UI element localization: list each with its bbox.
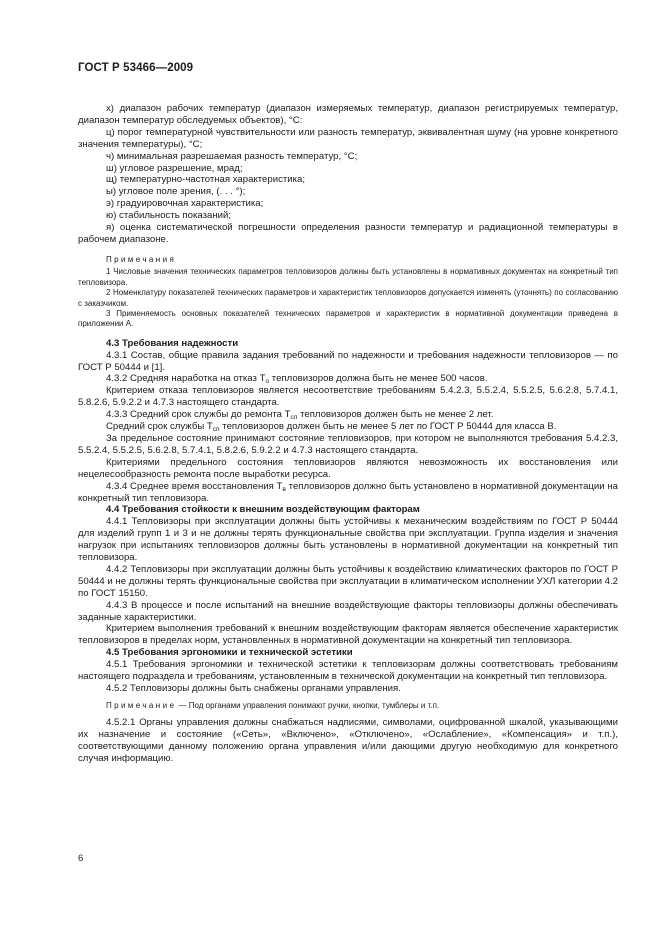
para-4-3-2-criteria: Критерием отказа тепловизоров является несоответствие требованиям 5.4.2.3, 5.5.2.4, 5.5.2.5, 5.6.2.8, 5.7.4.1, 5.8.2.6, 5.9.2.2 и 4.7.3 настоящего стандарта. (78, 385, 618, 409)
list-item-yu: ю) стабильность показаний; (106, 210, 231, 222)
notes-block (78, 255, 618, 330)
list-item-e: э) градуировочная характеристика; (106, 198, 264, 210)
list-item-y: ы) угловое поле зрения, (. . . °); (106, 186, 246, 198)
section-4-3-heading: 4.3 Требования надежности (106, 337, 239, 349)
notes-heading: Примечания (106, 254, 177, 264)
para-4-3-3: 4.3.3 Средний срок службы до ремонта $T_{сп}$ тепловизоров должен быть не менее 2 лет. (106, 409, 494, 422)
para-4-3-3-limit: За предельное состояние принимают состояние тепловизоров, при котором не выполняются требования 5.4.2.3, 5.5.2.4, 5.5.2.5, 5.6.2.8, 5.7.4.1, 5.8.2.6, 5.9.2.2 и 4.7.3 настоящего стандарта. (78, 432, 618, 456)
list-item-kh: х) диапазон рабочих температур (диапазон измеряемых температур, диапазон регистрируемых температур, диапазон температур обследуемых объектов), °С: (78, 103, 618, 126)
note-3: 3 Применяемость основных показателей технических параметров и характеристик в нормативной документации приведена в приложении А. (78, 308, 618, 329)
para-4-3-3-criteria: Критериями предельного состояния тепловизоров являются невозможность их восстановления или нецелесообразность ремонта после выработки ресурса. (78, 456, 618, 480)
para-4-3-1: 4.3.1 Состав, общие правила задания требований по надежности и требования надежности тепловизоров — по ГОСТ Р 50444 и [1]. (78, 349, 618, 373)
section-4-5-heading: 4.5 Требования эргономики и технической эстетики (106, 647, 353, 659)
document-body (78, 103, 618, 765)
para-4-4-2: 4.4.2 Тепловизоры при эксплуатации должны быть устойчивы к воздействию климатических факторов по ГОСТ Р 50444 и не должны терять функциональные свойства при эксплуатации в климатическом исполнении УХЛ категории 4.2 по ГОСТ 15150. (78, 563, 618, 599)
list-item-ya: я) оценка систематической погрешности определения разности температур и радиационной температуры в рабочем диапазоне. (78, 222, 618, 245)
para-4-3-3-life: Средний срок службы $T_{сп}$ тепловизоров должен быть не менее 5 лет по ГОСТ Р 50444 для класса В. (106, 421, 557, 434)
list-item-sh: ш) угловое разрешение, мрад; (106, 162, 243, 174)
para-4-4-1: 4.4.1 Тепловизоры при эксплуатации должны быть устойчивы к механическим воздействиям по ГОСТ Р 50444 для изделий групп 1 и 3 и не должны терять функциональные свойства при эксплуатации. Группа изделия и значения нагрузок при испытаниях тепловизоров должны быть установлены в нормативной документации на конкретный тип тепловизора. (78, 516, 618, 564)
para-4-4-3-criteria: Критерием выполнения требований к внешним воздействующим факторам является обеспечение характеристик тепловизоров в пределах норм, установленных в нормативной документации на конкретный тип тепловизора. (78, 623, 618, 647)
para-4-3-2: 4.3.2 Средняя наработка на отказ $T_о$ тепловизоров должна быть не менее 500 часов. (106, 373, 488, 386)
note-2: 2 Номенклатуру показателей технических параметров и характеристик тепловизоров допускается изменять (уточнять) по согласованию с заказчиком. (78, 288, 618, 308)
para-4-4-3: 4.4.3 В процессе и после испытаний на внешние воздействующие факторы тепловизоры должны обеспечивать заданные характеристики. (78, 599, 618, 623)
list-item-ts: ц) порог температурной чувствительности или разность температур, эквивалентная шуму (на уровне конкретного значения температуры), °С; (78, 126, 618, 150)
note-controls: Примечание — Под органами управления понимают ручки, кнопки, тумблеры и т.п. (106, 700, 440, 710)
section-4-4-heading: 4.4 Требования стойкости к внешним воздействующим факторам (106, 504, 420, 516)
para-4-5-2-1: 4.5.2.1 Органы управления должны снабжаться надписями, символами, оцифрованной шкалой, указывающими их назначение и состояние («Сеть», «Включено», «Отключено», «Ослабление», «Компенсация» и т.п.), соответствующими данному положению органа управления и/или дающими другую необходимую для конкретного случая информацию. (78, 717, 618, 765)
note-1: 1 Числовые значения технических параметров тепловизоров должны быть установлены в нормативных документах на конкретный тип тепловизора. (78, 267, 618, 287)
para-4-5-1: 4.5.1 Требования эргономики и технической эстетики к тепловизорам должны соответствовать требованиям настоящего подраздела и требованиям, установленным в технической документации на конкретный тип тепловизора. (78, 659, 618, 683)
document-header: ГОСТ Р 53466—2009 (78, 62, 194, 74)
para-4-3-4: 4.3.4 Среднее время восстановления $T_в$ тепловизоров должно быть установлено в нормативной документации на конкретный тип тепловизора. (78, 480, 618, 504)
list-item-ch: ч) минимальная разрешаемая разность температур, °С; (106, 150, 358, 162)
page-number: 6 (78, 853, 84, 864)
list-item-shch: щ) температурно-частотная характеристика; (106, 174, 306, 186)
para-4-5-2: 4.5.2 Тепловизоры должны быть снабжены органами управления. (106, 683, 401, 694)
